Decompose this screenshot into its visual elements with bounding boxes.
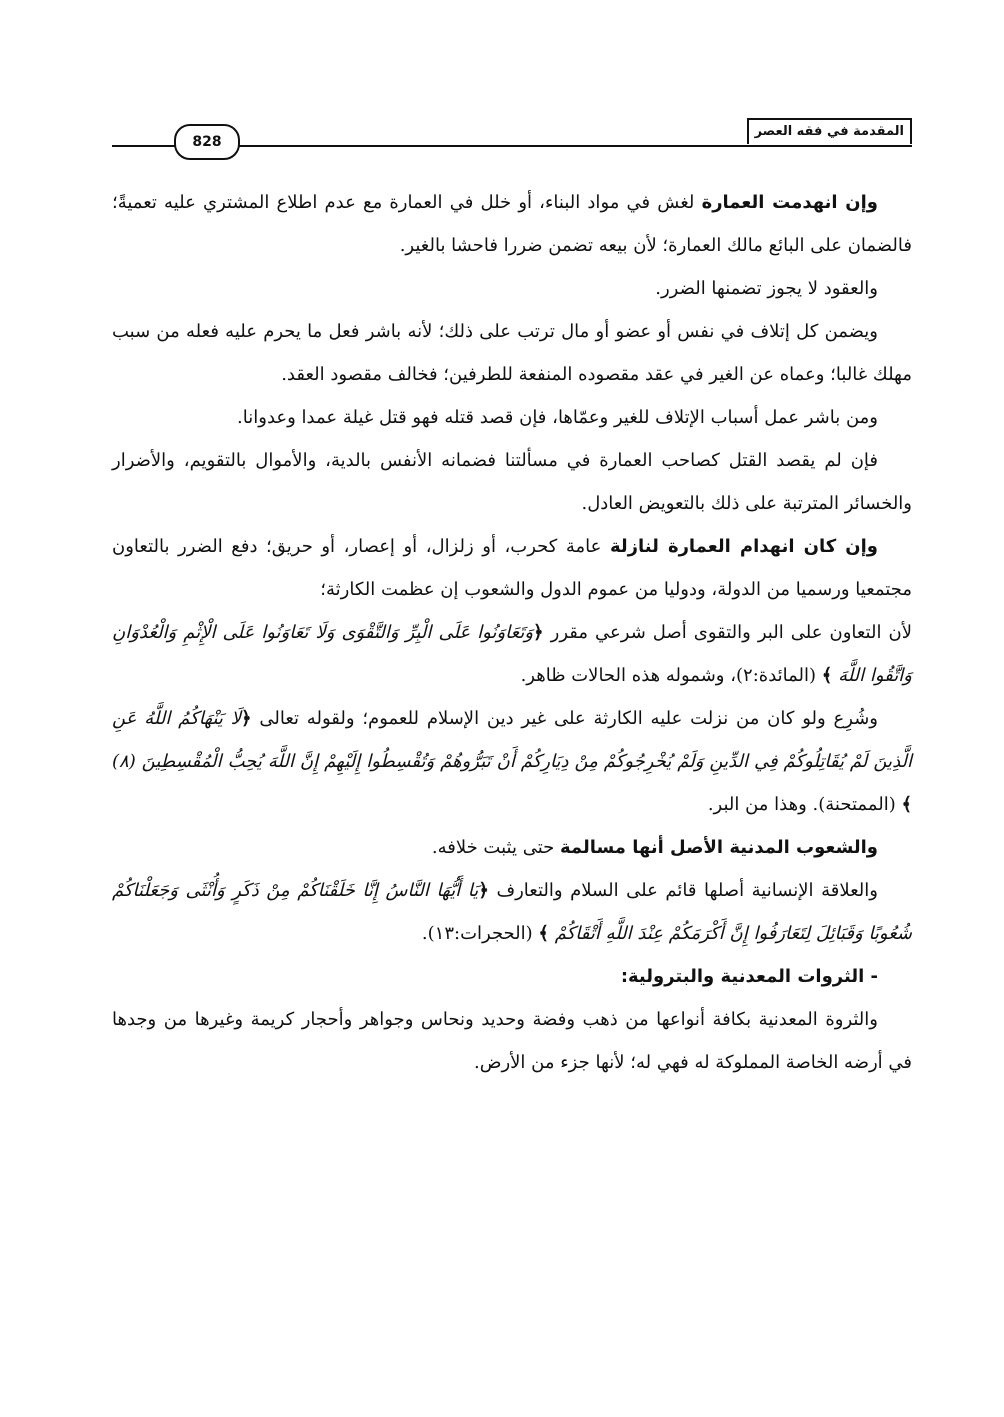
close-bracket-glyph: ﴾	[821, 665, 833, 686]
paragraph-lead: والشعوب المدنية الأصل أنها مسالمة	[559, 837, 878, 858]
paragraph-minerals: والثروة المعدنية بكافة أنواعها من ذهب وفضة وحديد ونحاس وجواهر وأحجار كريمة وغيرها من وجدها في أرضه الخاصة المملوكة له فهي له؛ لأنها جزء من الأرض.	[112, 1009, 912, 1073]
quran-verse: لَا يَنْهَاكُمُ اللَّهُ عَنِ الَّذِينَ لَمْ يُقَاتِلُوكُمْ فِي الدِّينِ وَلَمْ يُخْرِجُوكُمْ مِنْ دِيَارِكُمْ أَنْ تَبَرُّوهُمْ وَتُقْسِطُوا إِلَيْهِمْ إِنَّ اللَّهَ يُحِبُّ الْمُقْسِطِينَ (٨)	[112, 708, 912, 772]
quran-verse: وَتَعَاوَنُوا عَلَى الْبِرِّ وَالتَّقْوَى وَلَا تَعَاوَنُوا عَلَى الْإِثْمِ وَالْعُدْوَانِ وَاتَّقُوا اللَّهَ	[112, 622, 912, 686]
quran-verse: يَا أَيُّهَا النَّاسُ إِنَّا خَلَقْنَاكُمْ مِنْ ذَكَرٍ وَأُنْثَى وَجَعَلْنَاكُمْ شُعُوبًا وَقَبَائِلَ لِتَعَارَفُوا إِنَّ أَكْرَمَكُمْ عِنْدَ اللَّهِ أَتْقَاكُمْ	[112, 880, 912, 944]
paragraph-no-intent: فإن لم يقصد القتل كصاحب العمارة في مسألتنا فضمانه الأنفس بالدية، والأموال بالتقويم، والأضرار والخسائر المترتبة على ذلك بالتعويض العادل.	[112, 450, 912, 514]
page-body	[112, 181, 912, 1084]
paragraph-collapse-defect: وإن انهدمت العمارة لغش في مواد البناء، أو خلل في العمارة مع عدم اطلاع المشتري عليه تعميةً؛ فالضمان على البائع مالك العمارة؛ لأن بيعه تضمن ضررا فاحشا بالغير.	[112, 192, 912, 256]
close-bracket-glyph: ﴾	[538, 923, 549, 944]
paragraph-liability: ويضمن كل إتلاف في نفس أو عضو أو مال ترتب على ذلك؛ لأنه باشر فعل ما يحرم عليه فعله من سبب مهلك غالبا؛ وعماه عن الغير في عقد مقصوده المنفعة للطرفين؛ فخالف مقصود العقد.	[112, 321, 912, 385]
section-heading: - الثروات المعدنية والبترولية:	[620, 966, 878, 987]
open-bracket-glyph: ﴿	[478, 880, 489, 901]
paragraph-relations: والعلاقة الإنسانية أصلها قائم على السلام والتعارف ﴿يَا أَيُّهَا النَّاسُ إِنَّا خَلَقْنَاكُمْ مِنْ ذَكَرٍ وَأُنْثَى وَجَعَلْنَاكُمْ شُعُوبًا وَقَبَائِلَ لِتَعَارَفُوا إِنَّ أَكْرَمَكُمْ عِنْدَ اللَّهِ أَتْقَاكُمْ ﴾ (الحجرات:١٣).	[112, 880, 912, 944]
page-number: 828	[174, 124, 240, 160]
running-title: المقدمة في فقه العصر	[747, 118, 912, 144]
paragraph-disaster: وإن كان انهدام العمارة لنازلة عامة كحرب، أو زلزال، أو إعصار، أو حريق؛ دفع الضرر بالتعاون مجتمعيا ورسميا من الدولة، ودوليا من عموم الدول والشعوب إن عظمت الكارثة؛	[112, 536, 912, 600]
paragraph-lead: وإن كان انهدام العمارة لنازلة	[609, 536, 878, 557]
open-bracket-glyph: ﴿	[533, 622, 544, 643]
paragraph-cooperation: لأن التعاون على البر والتقوى أصل شرعي مقرر ﴿وَتَعَاوَنُوا عَلَى الْبِرِّ وَالتَّقْوَى وَلَا تَعَاوَنُوا عَلَى الْإِثْمِ وَالْعُدْوَانِ وَاتَّقُوا اللَّهَ ﴾ (المائدة:٢)، وشموله هذه الحالات ظاهر.	[112, 622, 912, 686]
paragraph-intent: ومن باشر عمل أسباب الإتلاف للغير وعمّاها، فإن قصد قتله فهو قتل غيلة عمدا وعدوانا.	[237, 407, 878, 428]
paragraph-peoples: والشعوب المدنية الأصل أنها مسالمة حتى يثبت خلافه.	[431, 837, 878, 858]
open-bracket-glyph: ﴿	[240, 708, 252, 729]
paragraph-lead: وإن انهدمت العمارة	[701, 192, 878, 213]
paragraph-contracts: والعقود لا يجوز تضمنها الضرر.	[655, 278, 878, 299]
paragraph-non-muslims: وشُرِع ولو كان من نزلت عليه الكارثة على غير دين الإسلام للعموم؛ ولقوله تعالى ﴿لَا يَنْهَاكُمُ اللَّهُ عَنِ الَّذِينَ لَمْ يُقَاتِلُوكُمْ فِي الدِّينِ وَلَمْ يُخْرِجُوكُمْ مِنْ دِيَارِكُمْ أَنْ تَبَرُّوهُمْ وَتُقْسِطُوا إِلَيْهِمْ إِنَّ اللَّهَ يُحِبُّ الْمُقْسِطِينَ (٨) ﴾ (الممتحنة). وهذا من البر.	[112, 708, 912, 815]
page-header	[112, 118, 912, 148]
close-bracket-glyph: ﴾	[901, 794, 912, 815]
